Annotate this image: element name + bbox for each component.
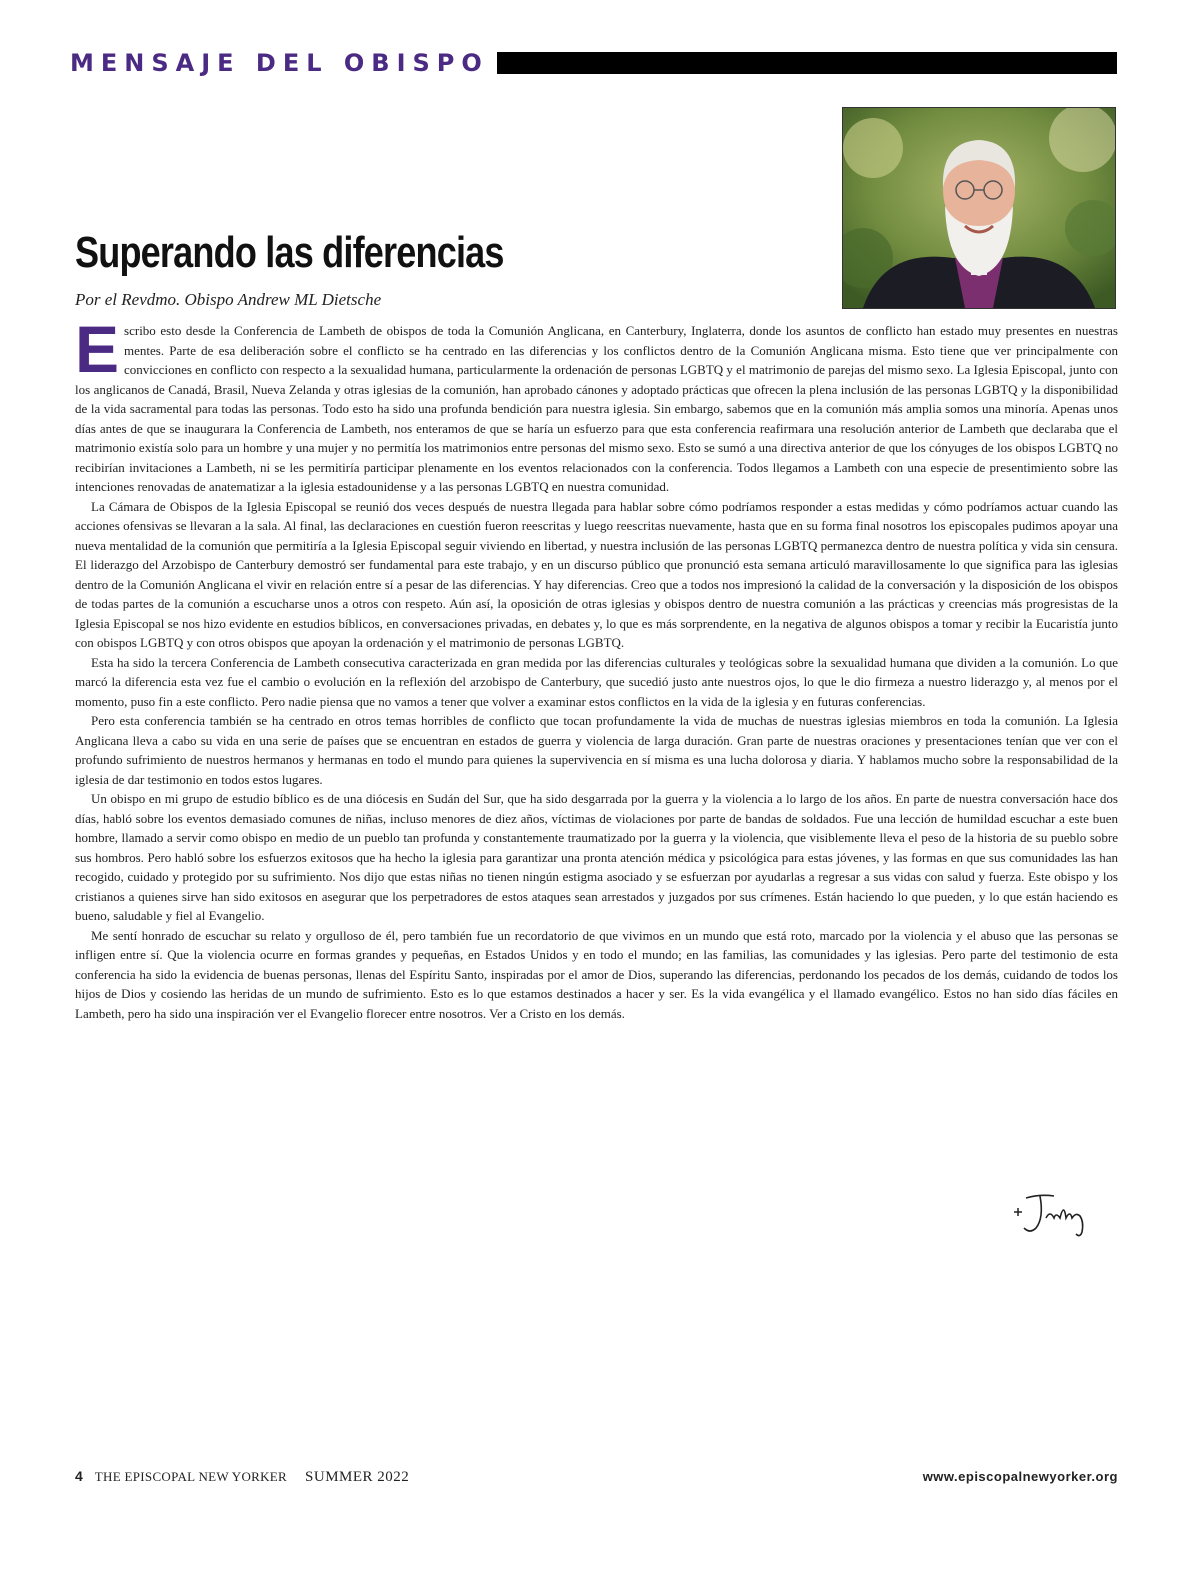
article-headline: Superando las diferencias — [75, 228, 504, 277]
paragraph-text: scribo esto desde la Conferencia de Lambeth de obispos de toda la Comunión Anglicana, en Canterbury, Inglaterra, donde los asuntos de conflicto han estado muy presentes en nuestras mentes. Parte de esa deliberación sobre el conflicto se ha centrado en las diferencias y los conflictos dentro de la Comunión Anglicana misma. Esto tiene que ver principalmente con convicciones en conflicto con respecto a la sexualidad humana, particularmente la ordenación de personas LGBTQ y el matrimonio de parejas del mismo sexo. La Iglesia Episcopal, junto con los anglicanos de Canadá, Brasil, Nueva Zelanda y otras iglesias de la comunión, han aprobado cánones y adoptado prácticas que ofrecen la plena inclusión de las personas LGBTQ y la disponibilidad de la vida sacramental para todas las personas. Todo esto ha sido una profunda bendición para nuestra iglesia. Sin embargo, sabemos que en la comunión más amplia somos una minoría. Apenas unos días antes de que se inaugurara la Conferencia de Lambeth, nos enteramos de que se haría un esfuerzo para que esta conferencia reafirmara una resolución anterior de Lambeth que declaraba que el matrimonio existía solo para un hombre y una mujer y no permitía los matrimonios entre personas del mismo sexo. Esto se sumó a una directiva anterior de que los cónyuges de los obispos LGBTQ no recibirían invitaciones a Lambeth, ni se les permitiría participar plenamente en los eventos relacionados con la conferencia. Todos llegamos a Lambeth con una especie de presentimiento sobre las intenciones renovadas de anatematizar a la iglesia estadounidense y a las personas LGBTQ en nuestra comunidad. — [75, 323, 1118, 494]
issue-date: SUMMER 2022 — [305, 1469, 410, 1485]
article-paragraph: Esta ha sido la tercera Conferencia de Lambeth consecutiva caracterizada en gran medida por las diferencias culturales y teológicas sobre la sexualidad humana que dividen a la comunión. Lo que marcó la diferencia esta vez fue el cambio o evolución en la reflexión del arzobispo de Canterbury, que sucedió justo ante nuestros ojos, lo que le dio firmeza a nuestro liderazgo y, al menos por el momento, puso fin a este conflicto. Pero nadie piensa que no vamos a tener que volver a examinar estos conflictos en la vida de la iglesia y en futuras conferencias. — [75, 654, 1118, 709]
article-byline: Por el Revdmo. Obispo Andrew ML Dietsche — [75, 290, 382, 309]
publication-name: THE EPISCOPAL NEW YORKER — [94, 1469, 288, 1484]
article-paragraph: Me sentí honrado de escuchar su relato y orgulloso de él, pero también fue un recordatorio de que vivimos en un mundo que está roto, marcado por la violencia y el abuso que las personas se infligen entre sí. Que la violencia ocurre en formas grandes y pequeñas, en Estados Unidos y en todo el mundo; en las familias, las comunidades y las iglesias. Pero parte del testimonio de esta conferencia ha sido la evidencia de buenas personas, llenas del Espíritu Santo, inspiradas por el amor de Dios, superando las diferencias, perdonando los pecados de los demás, cuidando de todos los hijos de Dios y cosiendo las heridas de un mundo de sufrimiento. Esto es lo que estamos destinados a hacer y ser. Es la vida evangélica y el llamado evangélico. Estos no han sido días fáciles en Lambeth, pero ha sido una inspiración ver el Evangelio florecer entre nosotros. Ver a Cristo en los demás. — [75, 927, 1118, 1021]
section-header — [70, 48, 1117, 78]
section-title: MENSAJE DEL OBISPO — [70, 49, 489, 77]
drop-cap: E — [75, 312, 120, 386]
section-divider-bar — [497, 52, 1117, 74]
website-link[interactable]: www.episcopalnewyorker.org — [922, 1469, 1118, 1484]
article-paragraph: Pero esta conferencia también se ha centrado en otros temas horribles de conflicto que tocan profundamente la vida de muchas de nuestras iglesias miembros en toda la comunión. La Iglesia Anglicana lleva a cabo su vida en una serie de países que se encuentran en estados de guerra y violencia de larga duración. Gran parte de nuestras oraciones y presentaciones tenían que ver con el profundo sufrimiento de nuestros hermanos y hermanas en todo el mundo para quienes la supervivencia en sí misma es una lucha dolorosa y diaria. Y hablamos mucho sobre la responsabilidad de la iglesia de dar testimonio en todos estos lugares. — [75, 713, 1118, 787]
article-paragraph: Un obispo en mi grupo de estudio bíblico es de una diócesis en Sudán del Sur, que ha sido desgarrada por la guerra y la violencia a lo largo de los años. En parte de nuestra conversación hace dos días, habló sobre los eventos demasiado comunes de niñas, incluso menores de diez años, víctimas de violaciones por parte de bandas de soldados. Fue una lección de humildad escuchar a este buen hombre, llamado a servir como obispo en medio de un pueblo tan profunda y constantemente traumatizado por la guerra y la violencia, que visiblemente lleva el peso de la historia de su pueblo sobre sus hombros. Pero habló sobre los esfuerzos exitosos que ha hecho la iglesia para garantizar una pronta atención médica y psicológica para estas jóvenes, y las formas en que sus comunidades las han recogido, cuidado y protegido por su sufrimiento. Nos dijo que estas niñas no tienen ningún estigma asociado y se esfuerzan por ayudarlas a regresar a sus vidas con salud y fuerza. Este obispo y los cristianos a quienes sirve han sido exitosos en asegurar que los perpetradores de estos ataques sean arrestados y juzgados por sus crímenes. Están haciendo lo que pueden, y lo que están haciendo es bueno, saludable y fiel al Evangelio. — [75, 791, 1118, 923]
article-body — [75, 312, 1118, 1023]
page-footer — [75, 1468, 1118, 1486]
signature-icon — [1010, 1188, 1110, 1240]
bishop-portrait-photo — [842, 107, 1116, 309]
page-number: 4 — [75, 1468, 83, 1484]
article-paragraph: La Cámara de Obispos de la Iglesia Episcopal se reunió dos veces después de nuestra llegada para hablar sobre cómo podríamos responder a estas medidas y cómo podríamos actuar cuando las acciones ofensivas se llevaran a la sala. Al final, las declaraciones en cuestión fueron reescritas y luego reescritas nuevamente, hasta que en su forma final nosotros los episcopales pudimos apoyar una nueva mentalidad de la comunión que permitiría a la Iglesia Episcopal seguir viviendo en libertad, y nuestra inclusión de las personas LGBTQ permanezca dentro de nuestra política y vida sin censura. El liderazgo del Arzobispo de Canterbury demostró ser fundamental para este trabajo, y en un discurso público que pronunció esta semana articuló maravillosamente lo que significa para las iglesias dentro de la Comunión Anglicana el vivir en relación entre sí a pesar de las diferencias. Y hay diferencias. Creo que a todos nos impresionó la calidad de la conversación y la disposición de los obispos de todas partes de la comunión a escucharse unos a otros con respeto. Aún así, la oposición de otras iglesias y obispos dentro de nuestra comunión a las prácticas y creencias más progresistas de la Iglesia Episcopal se nos hizo evidente en estudios bíblicos, en conversaciones privadas, en debates y, lo que es más sorprendente, en la negativa de algunos obispos a tomar y recibir la Eucaristía junto con obispos LGBTQ y con otros obispos que apoyan la ordenación y el matrimonio de personas LGBTQ. — [75, 498, 1118, 650]
article-paragraph — [75, 312, 1118, 497]
